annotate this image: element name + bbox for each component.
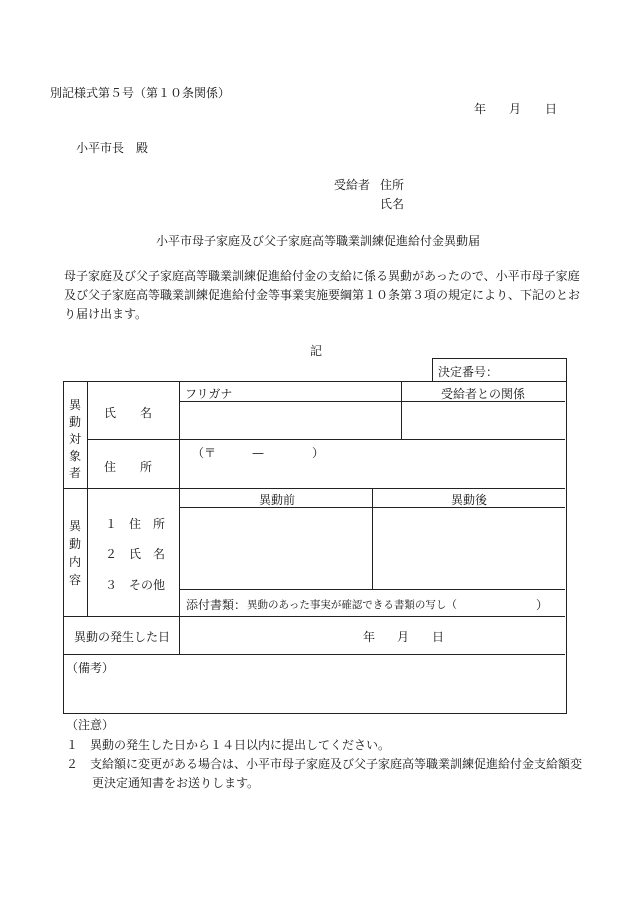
applicant-address-label: 住所 <box>380 178 405 192</box>
document-title: 小平市母子家庭及び父子家庭高等職業訓練促進給付金異動届 <box>156 234 481 248</box>
applicant-label: 受給者 <box>334 178 371 192</box>
ki-heading: 記 <box>310 344 323 358</box>
furigana-label: フリガナ <box>185 387 233 401</box>
attachment-close: ） <box>536 598 549 612</box>
note-1: １ 異動の発生した日から１４日以内に提出してください。 <box>66 738 391 752</box>
occur-year-label: 年 <box>363 630 376 644</box>
before-label: 異動前 <box>259 493 296 507</box>
label-value-column-line <box>179 381 180 654</box>
change-occur-line <box>63 616 565 617</box>
change-item-3: ３ その他 <box>105 578 166 592</box>
date-month-label: 月 <box>509 102 522 116</box>
form-reference: 別記様式第５号（第１０条関係） <box>50 86 231 100</box>
date-year-label: 年 <box>474 102 487 116</box>
body-line-2: 及び父子家庭高等職業訓練促進給付金等事業実施要綱第１０条第３項の規定により、下記のとお <box>64 288 581 302</box>
name-address-line <box>87 439 565 440</box>
date-day-label: 日 <box>545 102 558 116</box>
change-item-1: １ 住 所 <box>105 517 166 531</box>
subject-vertical-label: 異 動 対 象 者 <box>68 398 81 480</box>
addressee: 小平市長 殿 <box>76 141 149 155</box>
subject-change-line <box>63 488 565 489</box>
body-line-3: り届け出ます。 <box>64 307 148 321</box>
postal-code: （〒 — ） <box>192 446 325 460</box>
relation-column-line <box>401 381 402 439</box>
change-item-2: ２ 氏 名 <box>105 547 166 561</box>
subject-address-label: 住 所 <box>104 460 153 474</box>
notes-heading: （注意） <box>66 718 115 732</box>
change-vertical-label: 異 動 内 容 <box>68 519 81 587</box>
decision-number-label: 決定番号： <box>438 365 499 379</box>
attachment-line <box>179 589 565 590</box>
attachment-label: 添付書類： <box>186 598 247 612</box>
occur-month-label: 月 <box>397 630 410 644</box>
remarks-label: （備考） <box>66 661 115 675</box>
subject-name-label: 氏 名 <box>104 406 153 420</box>
occur-remarks-line <box>63 654 565 655</box>
body-line-1: 母子家庭及び父子家庭高等職業訓練促進給付金の支給に係る異動があったので、小平市母子家庭 <box>64 269 580 283</box>
occur-day-label: 日 <box>432 630 445 644</box>
occur-date-label: 異動の発生した日 <box>74 630 171 644</box>
after-label: 異動後 <box>451 493 488 507</box>
applicant-name-label: 氏名 <box>380 197 405 211</box>
note-2-line-2: 更決定通知書をお送りします。 <box>92 776 260 790</box>
relation-label: 受給者との関係 <box>441 387 526 401</box>
note-2-line-1: ２ 支給額に変更がある場合は、小平市母子家庭及び父子家庭高等職業訓練促進給付金支給額変 <box>66 757 583 771</box>
left-label-column-line <box>87 381 88 616</box>
before-after-column-line <box>372 488 373 589</box>
attachment-text: 異動のあった事実が確認できる書類の写し（ <box>247 599 457 611</box>
